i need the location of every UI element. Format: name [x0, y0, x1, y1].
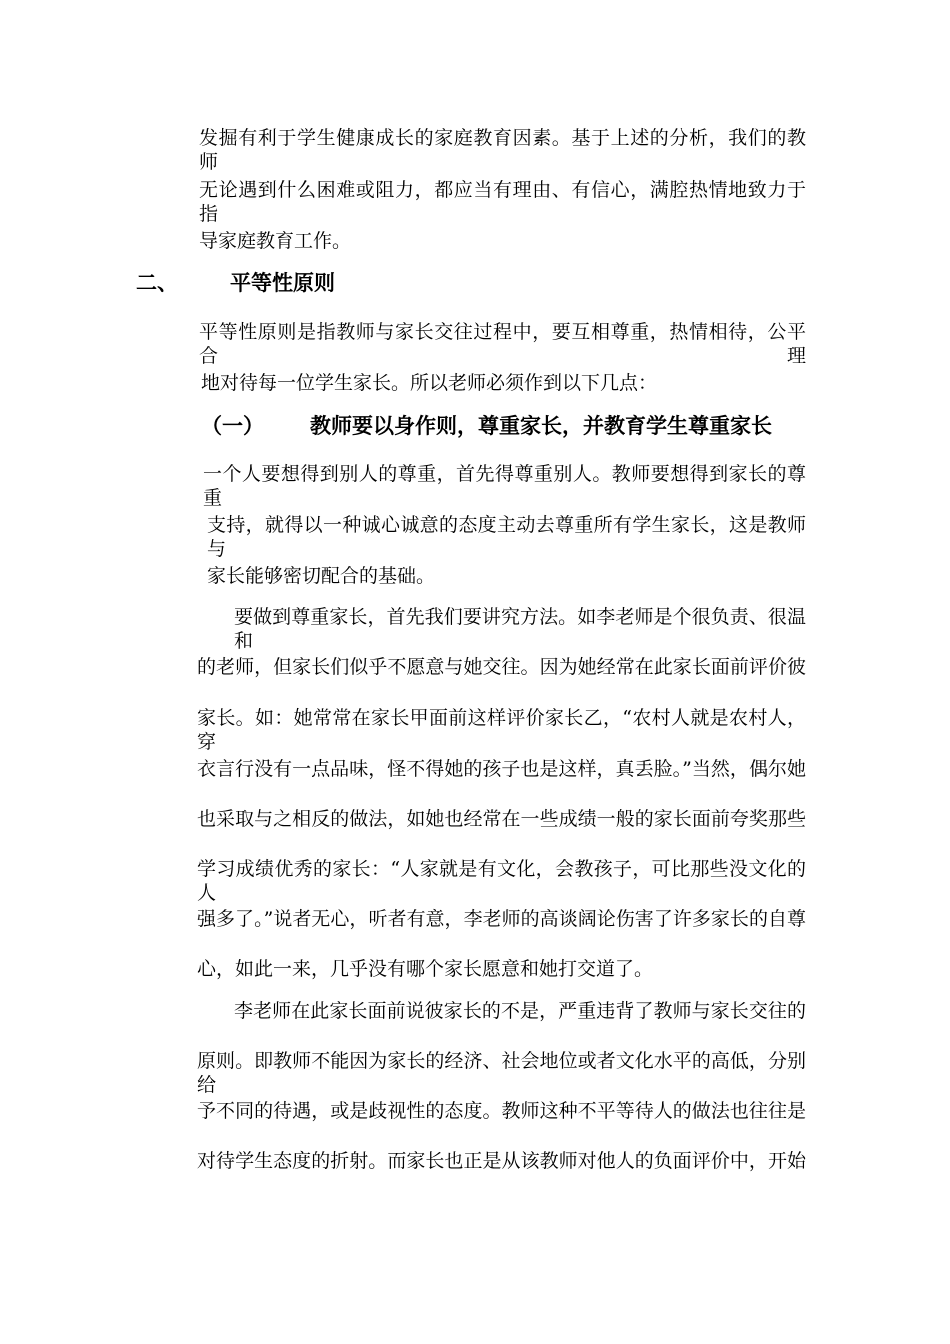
- text-line: 李老师在此家长面前说彼家长的不是，严重违背了教师与家长交往的: [234, 1000, 806, 1022]
- text-line: 家长能够密切配合的基础。: [207, 565, 436, 587]
- text-line: 原则。即教师不能因为家长的经济、社会地位或者文化水平的高低，分别给: [197, 1050, 806, 1096]
- text-line: 家长。如：她常常在家长甲面前这样评价家长乙，“农村人就是农村人，穿: [197, 707, 806, 753]
- text-line: 学习成绩优秀的家长：“人家就是有文化，会教孩子，可比那些没文化的人: [197, 858, 806, 904]
- text-line: 地对待每一位学生家长。所以老师必须作到以下几点：: [201, 372, 658, 394]
- text-line: 也采取与之相反的做法，如她也经常在一些成绩一般的家长面前夸奖那些: [197, 808, 806, 830]
- text-line: 的老师，但家长们似乎不愿意与她交往。因为她经常在此家长面前评价彼: [197, 656, 806, 678]
- text-line: 支持，就得以一种诚心诚意的态度主动去尊重所有学生家长，这是教师与: [207, 514, 806, 560]
- subsection-title: 教师要以身作则，尊重家长，并教育学生尊重家长: [310, 414, 772, 438]
- text-line: 衣言行没有一点品味，怪不得她的孩子也是这样，真丢脸。”当然，偶尔她: [197, 758, 806, 780]
- text-line: 强多了。”说者无心，听者有意，李老师的高谈阔论伤害了许多家长的自尊: [197, 908, 806, 930]
- text-line: 予不同的待遇，或是歧视性的态度。教师这种不平等待人的做法也往往是: [197, 1100, 806, 1122]
- text-line: 导家庭教育工作。: [199, 230, 352, 252]
- text-line: 心，如此一来，几乎没有哪个家长愿意和她打交道了。: [197, 958, 654, 980]
- subsection-number: （一）: [201, 414, 264, 438]
- text-line: 发掘有利于学生健康成长的家庭教育因素。基于上述的分析，我们的教师: [199, 127, 806, 173]
- text-line: 无论遇到什么困难或阻力，都应当有理由、有信心，满腔热情地致力于指: [199, 179, 806, 225]
- text-line: 对待学生态度的折射。而家长也正是从该教师对他人的负面评价中，开始: [197, 1150, 806, 1172]
- section-title: 平等性原则: [230, 271, 335, 295]
- text-line: 一个人要想得到别人的尊重，首先得尊重别人。教师要想得到家长的尊重: [203, 463, 806, 509]
- text-line: 要做到尊重家长，首先我们要讲究方法。如李老师是个很负责、很温和: [234, 606, 806, 652]
- section-number: 二、: [136, 271, 178, 295]
- text-line: 平等性原则是指教师与家长交往过程中，要互相尊重，热情相待，公平合理: [199, 321, 806, 367]
